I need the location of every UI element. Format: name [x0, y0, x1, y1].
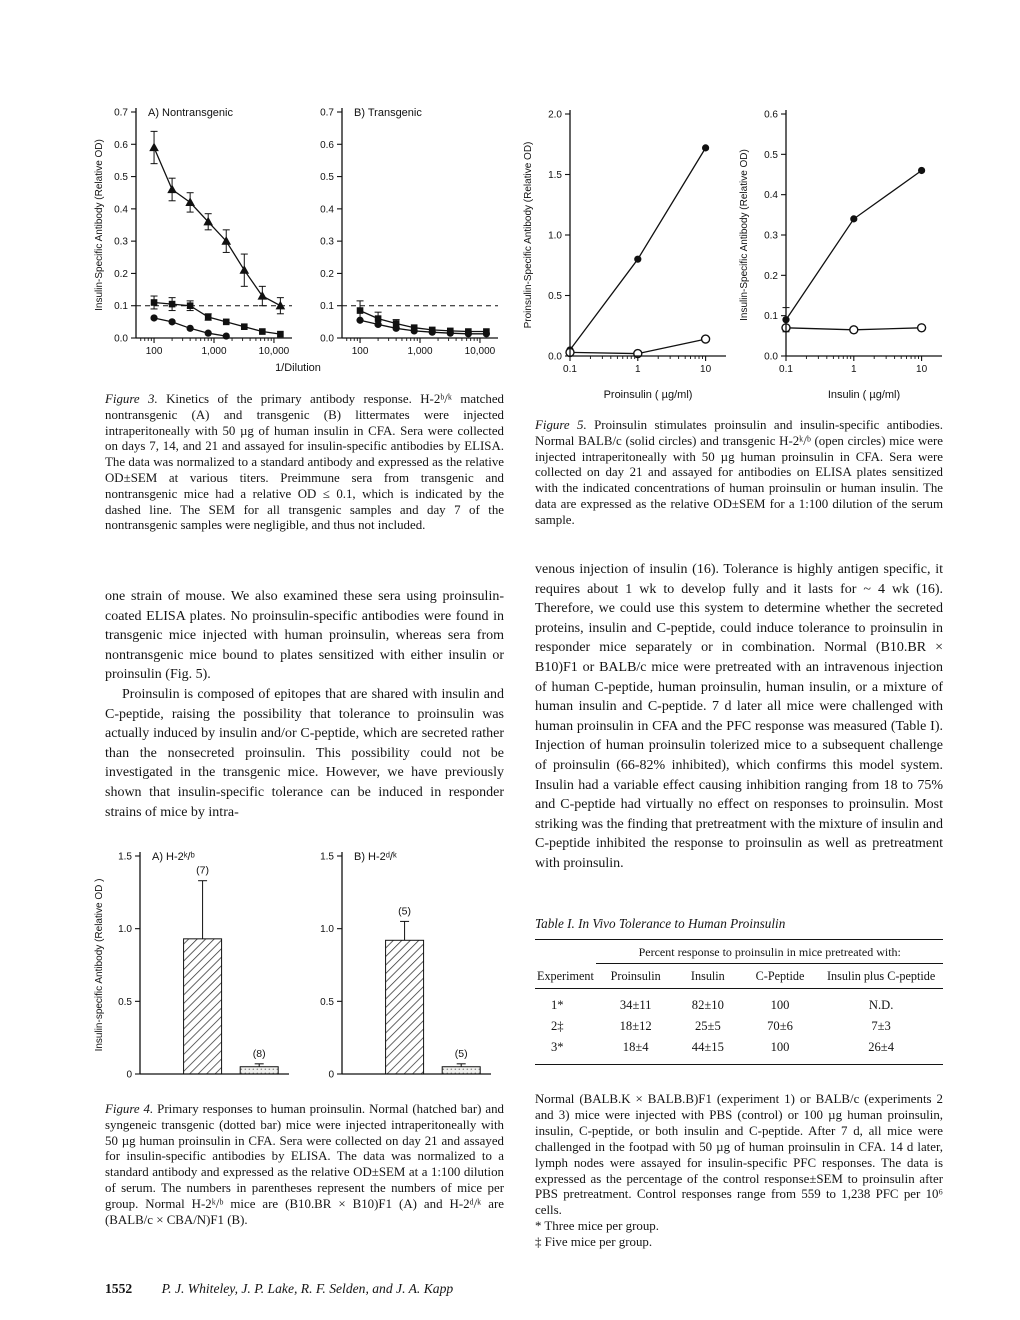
figure3-caption-text: Kinetics of the primary antibody response. H-2ᵇ/ᵏ matched nontransgenic (A) and transgenic (B) littermates were injected intraperitoneally with 50 µg of human insulin in CFA. Sera were collected on days 7, 14, and 21 and assayed for insulin-specific antibodies by ELISA. The data was normalized to a standard antibody and expressed as the relative OD±SEM at various titers. Preimmune sera from transgenic and nontransgenic mice had a relative OD ≤ 0.1, which is indicated by the dashed line. The SEM for all transgenic samples and day 7 of the nontransgenic samples were negligible, and thus not included. [105, 392, 504, 533]
svg-text:2.0: 2.0 [548, 109, 562, 121]
figure4-panel-b-chart [298, 840, 504, 1086]
figure5-caption [535, 418, 943, 529]
svg-text:0.5: 0.5 [764, 149, 778, 161]
figure3-panel-b-chart [298, 98, 504, 360]
svg-text:A) H-2ᵏ/ᵇ: A) H-2ᵏ/ᵇ [152, 851, 195, 863]
table-cell: 26±4 [819, 1037, 943, 1065]
svg-text:B) H-2ᵈ/ᵏ: B) H-2ᵈ/ᵏ [354, 851, 397, 863]
figure5-proinsulin-chart [520, 98, 736, 410]
svg-text:1: 1 [851, 364, 857, 375]
svg-text:0.6: 0.6 [764, 109, 778, 121]
figure5-charts [520, 98, 952, 410]
svg-text:(7): (7) [196, 864, 210, 877]
figure4-charts [92, 840, 504, 1086]
table-cell: 82±10 [691, 998, 724, 1012]
figure3-caption-label: Figure 3. [105, 392, 158, 406]
svg-text:1.5: 1.5 [548, 170, 562, 181]
table-1-grid [535, 939, 943, 1065]
figure5-caption-label: Figure 5. [535, 418, 587, 432]
svg-text:1.5: 1.5 [118, 851, 132, 863]
table-cell: 1* [551, 998, 564, 1012]
svg-text:0.0: 0.0 [114, 333, 128, 345]
table-row [535, 1037, 943, 1065]
figure5-insulin-chart [736, 98, 952, 410]
table-spanner-spacer [535, 940, 596, 964]
svg-text:0.1: 0.1 [779, 364, 793, 375]
figure3-panel-a-chart [92, 98, 298, 360]
table-row [535, 989, 943, 1017]
svg-text:0.2: 0.2 [764, 270, 778, 282]
figure4-caption-label: Figure 4. [105, 1102, 154, 1116]
svg-text:0.2: 0.2 [114, 268, 128, 280]
svg-text:10: 10 [916, 364, 928, 375]
body-text-left-column [105, 587, 504, 822]
table-spanner-row [535, 940, 943, 964]
table-col-header: C-Peptide [741, 964, 819, 989]
svg-text:0.1: 0.1 [563, 364, 577, 375]
figure4-panel-a-chart [92, 840, 298, 1086]
table-cell: 18±4 [596, 1037, 674, 1065]
svg-text:0.3: 0.3 [320, 236, 334, 248]
table-cell: 3* [535, 1037, 596, 1065]
body-text-right-column [535, 560, 943, 874]
table-cell: 100 [741, 1037, 819, 1065]
table-cell: 44±15 [675, 1037, 741, 1065]
svg-text:0.0: 0.0 [764, 351, 778, 363]
svg-text:1.0: 1.0 [118, 924, 132, 936]
svg-text:0.6: 0.6 [114, 139, 128, 151]
svg-text:0.4: 0.4 [764, 190, 778, 202]
svg-text:0.5: 0.5 [548, 291, 562, 302]
table-footnote-dagger: ‡ Five mice per group. [535, 1235, 653, 1250]
table-col-header: Proinsulin [596, 964, 674, 989]
svg-text:0.5: 0.5 [320, 996, 334, 1008]
svg-text:100: 100 [145, 346, 163, 357]
svg-text:0.1: 0.1 [764, 311, 778, 323]
svg-text:10: 10 [700, 364, 712, 375]
table-cell: 7±3 [871, 1019, 891, 1033]
svg-text:0.7: 0.7 [114, 107, 128, 119]
figure4-caption [105, 1102, 504, 1228]
figure5-caption-text: Proinsulin stimulates proinsulin and insulin-specific antibodies. Normal BALB/c (solid circles) and transgenic H-2ᵏ/ᵇ (open circles) mice were injected intraperitoneally with 50 µg human proinsulin in CFA. Sera were collected on day 21 and assayed for antibodies on ELISA plates sensitized with the indicated concentrations of human proinsulin or human insulin. The data are expressed as the relative OD±SEM for a 1:100 dilution of the serum sample. [535, 418, 943, 527]
table-cell: 34±11 [619, 998, 652, 1012]
table-footnote-text: Normal (BALB.K × BALB.B)F1 (experiment 1) or BALB/c (experiments 2 and 3) mice were injected with PBS (control) or 100 µg human proinsulin, insulin, C-peptide, or both insulin and C-peptide. After 7 d, all mice were challenged in the footpad with 50 µg of human proinsulin in CFA. 14 d later, lymph nodes were assayed for insulin-specific PFC responses. The data is expressed as the percentage of the control response±SEM to proinsulin after PBS pretreatment. Control responses range from 559 to 1,238 PFC per 10⁶ cells. [535, 1092, 943, 1218]
svg-text:1.0: 1.0 [548, 230, 562, 242]
table-header-row [535, 964, 943, 989]
page-footer [105, 1281, 805, 1297]
paragraph: one strain of mouse. We also examined these sera using proinsulin-coated ELISA plates. No proinsulin-specific antibodies were found in transgenic mice injected with human proinsulin, whereas sera from nontransgenic mice bound to plates sensitized with either insulin or proinsulin (Fig. 5). [105, 589, 504, 683]
paragraph: venous injection of insulin (16). Tolerance is highly antigen specific, it requires about 1 wk to develop fully and it lasts for ~ 4 wk (16). Therefore, we could use this system to determine whether the secreted proteins, insulin and C-peptide, could induce tolerance to proinsulin in responder mice separately or in combination. Normal (B10.BR × B10)F1 or BALB/c mice were pretreated with an intravenous injection of human C-peptide, human proinsulin, human insulin, or a mixture of human insulin and C-peptide. 7 d later all mice were challenged with human proinsulin in CFA and the PFC response was measured (Table I). Injection of human proinsulin tolerized mice to a subsequent challenge of proinsulin (66-82% inhibited), which confirms this model system. Insulin had a variable effect causing inhibition ranging from 18 to 75% and C-peptide had virtually no effect on responses to proinsulin. Most striking was the finding that pretreatment with the mixture of insulin and C-peptide inhibited the response to proinsulin as well as pretreatment with proinsulin. [535, 562, 943, 871]
svg-text:(8): (8) [252, 1047, 266, 1060]
figure3-caption [105, 392, 504, 534]
svg-text:B) Transgenic: B) Transgenic [354, 107, 422, 119]
figure3-x-axis-label: 1/Dilution [275, 362, 321, 374]
svg-text:0.4: 0.4 [320, 204, 334, 216]
svg-text:0.6: 0.6 [320, 139, 334, 151]
svg-text:Insulin-Specific Antibody (Rel: Insulin-Specific Antibody (Relative OD) [739, 149, 750, 321]
svg-text:0.5: 0.5 [118, 996, 132, 1008]
svg-text:1.5: 1.5 [320, 851, 334, 863]
svg-text:Proinsulin-Specific Antibody (: Proinsulin-Specific Antibody (Relative OD) [523, 141, 534, 329]
svg-text:0.0: 0.0 [548, 351, 562, 363]
table-col-header: Insulin plus C-peptide [819, 964, 943, 989]
svg-text:Insulin-Specific Antibody (Rel: Insulin-Specific Antibody (Relative OD) [94, 139, 105, 311]
footer-authors: P. J. Whiteley, J. P. Lake, R. F. Selden, and J. A. Kapp [161, 1281, 454, 1296]
page-number: 1552 [105, 1281, 133, 1296]
table-spanner-header: Percent response to proinsulin in mice pretreated with: [596, 940, 943, 964]
svg-text:0.1: 0.1 [114, 301, 128, 313]
svg-text:1,000: 1,000 [201, 346, 227, 357]
svg-text:0: 0 [328, 1069, 334, 1081]
svg-text:0.3: 0.3 [114, 236, 128, 248]
table-footnote-star: * Three mice per group. [535, 1219, 659, 1234]
svg-text:1.0: 1.0 [320, 924, 334, 936]
svg-text:(5): (5) [398, 905, 412, 918]
table-1 [535, 916, 943, 1065]
table-col-header: Experiment [535, 964, 596, 989]
figure3-charts [92, 98, 504, 374]
svg-text:Insulin-specific Antibody (Rel: Insulin-specific Antibody (Relative OD ) [94, 878, 105, 1052]
table-col-header: Insulin [675, 964, 741, 989]
table-1-footnote [535, 1092, 943, 1251]
paragraph: Proinsulin is composed of epitopes that are shared with insulin and C-peptide, raising the possibility that tolerance to proinsulin was actually induced by insulin and/or C-peptide, which are secreted rather than the nonsecreted proinsulin. This possibility could not be investigated in the transgenic mice. However, we have previously shown that insulin-specific tolerance can be induced in responder strains of mice by intra- [105, 686, 504, 820]
figure4-caption-text: Primary responses to human proinsulin. Normal (hatched bar) and syngeneic transgenic (dotted bar) mice were injected intraperitoneally with 50 µg human proinsulin in CFA. Sera were collected on day 21 and assayed for insulin-specific antibodies by ELISA. The data was normalized to a standard antibody and expressed as the relative OD±SEM at a 1:100 dilution of serum. The numbers in parentheses represent the numbers of mice per group. Normal H-2ᵏ/ᵇ mice are (B10.BR × B10)F1 (A) and H-2ᵈ/ᵏ are (BALB/c × CBA/N)F1 (B). [105, 1102, 504, 1227]
table-cell: 18±12 [619, 1019, 652, 1033]
svg-text:10,000: 10,000 [464, 346, 496, 357]
svg-text:1,000: 1,000 [407, 346, 433, 357]
svg-text:Insulin ( µg/ml): Insulin ( µg/ml) [827, 389, 901, 401]
svg-text:10,000: 10,000 [258, 346, 290, 357]
svg-text:0: 0 [126, 1069, 132, 1081]
table-row [535, 1016, 943, 1037]
svg-text:0.2: 0.2 [320, 268, 334, 280]
svg-text:0.3: 0.3 [764, 230, 778, 242]
svg-text:(5): (5) [454, 1047, 468, 1060]
svg-text:A) Nontransgenic: A) Nontransgenic [148, 107, 233, 119]
svg-text:0.4: 0.4 [114, 204, 128, 216]
svg-text:0.5: 0.5 [114, 172, 128, 184]
svg-text:0.5: 0.5 [320, 172, 334, 184]
table-cell: 2‡ [551, 1019, 564, 1033]
svg-text:Proinsulin ( µg/ml): Proinsulin ( µg/ml) [603, 389, 693, 401]
table-cell: N.D. [868, 998, 894, 1012]
table-1-title: Table I. In Vivo Tolerance to Human Proinsulin [535, 916, 786, 931]
table-cell: 100 [770, 998, 790, 1012]
svg-text:0.0: 0.0 [320, 333, 334, 345]
svg-text:0.7: 0.7 [320, 107, 334, 119]
svg-text:1: 1 [635, 364, 641, 375]
svg-text:100: 100 [351, 346, 369, 357]
table-cell: 25±5 [694, 1019, 721, 1033]
svg-text:0.1: 0.1 [320, 301, 334, 313]
table-cell: 70±6 [767, 1019, 793, 1033]
